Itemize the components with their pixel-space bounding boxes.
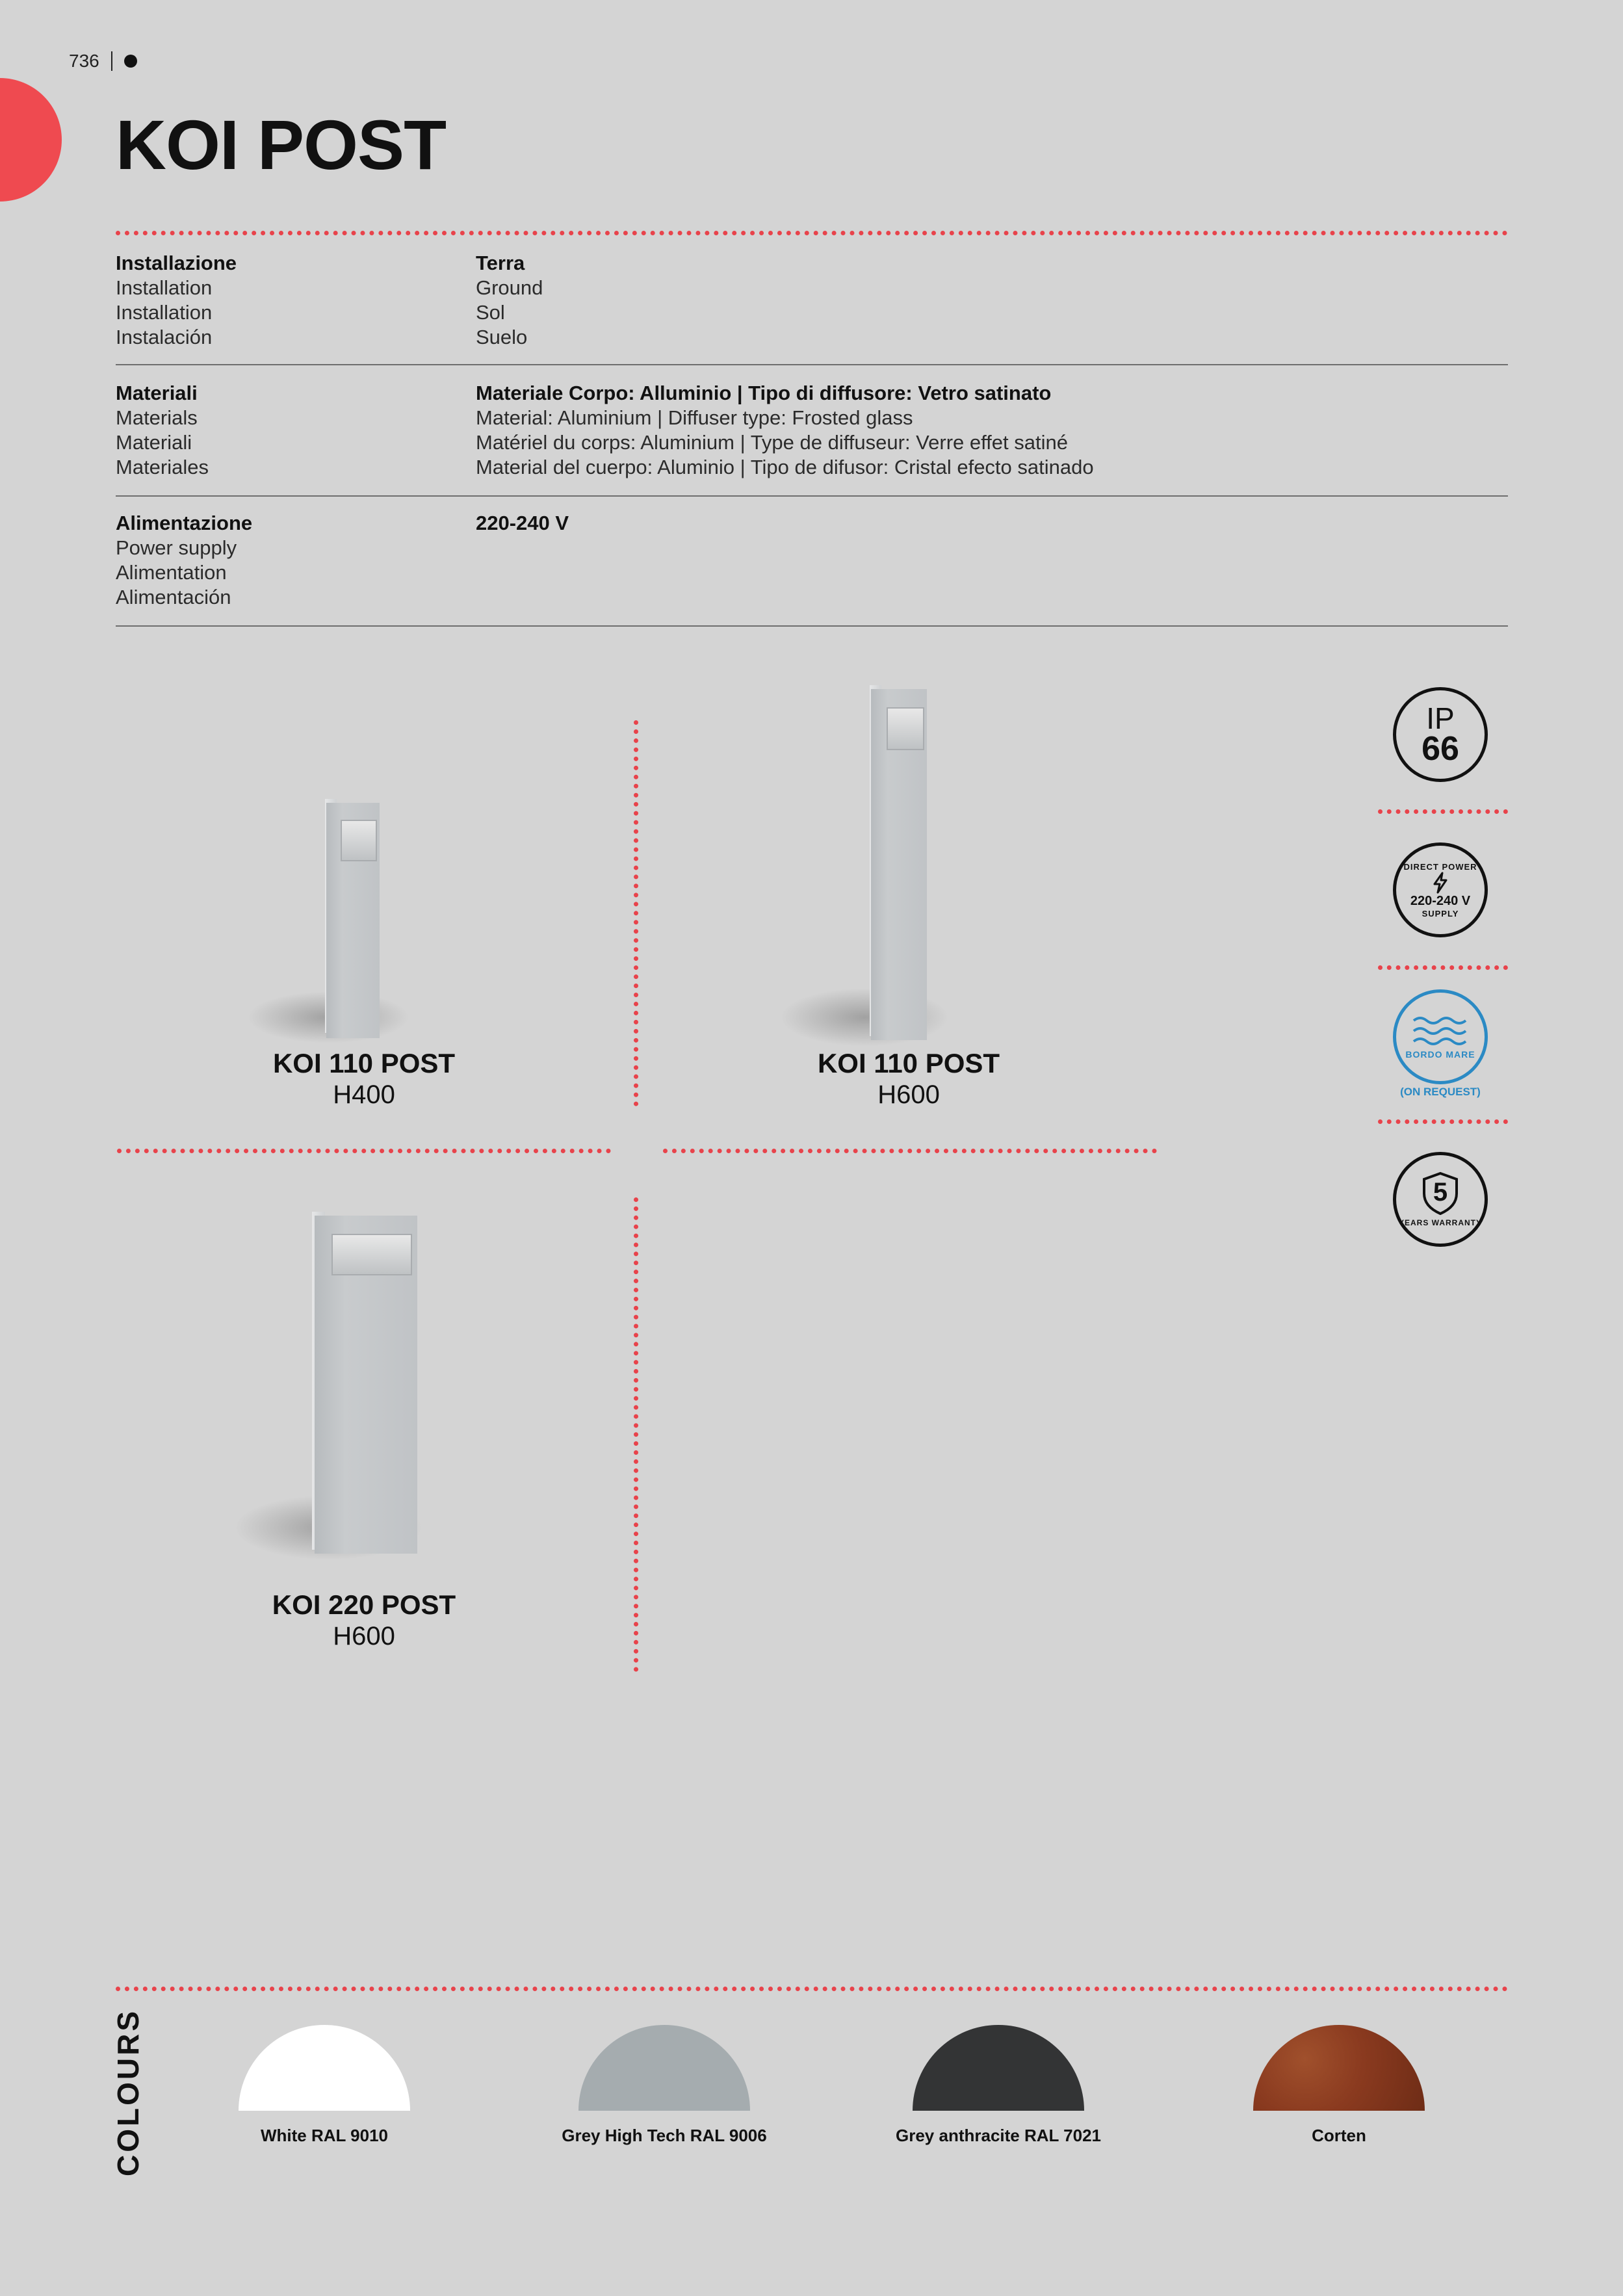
divider-dotted-mid-left xyxy=(117,1149,611,1153)
spec-value: 220-240 V xyxy=(476,512,569,534)
divider-dotted-top xyxy=(116,231,1508,235)
spec-label: Instalación xyxy=(116,326,213,348)
product-height: H600 xyxy=(333,1622,395,1650)
spec-labels xyxy=(116,251,467,350)
spec-labels xyxy=(116,511,467,610)
colour-swatch-corten xyxy=(1253,2025,1425,2111)
colour-label: Grey High Tech RAL 9006 xyxy=(562,2126,767,2145)
divider-dotted-badge-1 xyxy=(1378,809,1508,814)
product-name: KOI 220 POST xyxy=(272,1589,456,1620)
product-name: KOI 110 POST xyxy=(817,1048,1000,1078)
page-number-divider xyxy=(111,51,112,71)
spec-value: Matériel du corps: Aluminium | Type de diffuseur: Verre effet satiné xyxy=(476,431,1068,454)
page-title: KOI POST xyxy=(116,105,447,184)
spec-value: Terra xyxy=(476,252,525,274)
ip66-badge xyxy=(1393,687,1488,782)
spec-label: Installazione xyxy=(116,252,237,274)
product-label xyxy=(681,1048,1136,1110)
spec-row-installation xyxy=(116,251,1508,365)
spec-value: Material: Aluminium | Diffuser type: Frosted glass xyxy=(476,406,913,429)
spec-labels xyxy=(116,381,467,480)
colour-label: Grey anthracite RAL 7021 xyxy=(896,2126,1101,2145)
spec-value: Materiale Corpo: Alluminio | Tipo di diffusore: Vetro satinato xyxy=(476,382,1052,404)
spec-label: Alimentazione xyxy=(116,512,253,534)
colour-swatch-white xyxy=(239,2025,410,2111)
product-height: H600 xyxy=(877,1080,940,1109)
spec-label: Materiali xyxy=(116,382,198,404)
spec-label: Alimentación xyxy=(116,586,231,608)
spec-row-power xyxy=(116,511,1508,627)
divider-dotted-vertical-top xyxy=(634,720,638,1106)
colour-label: Corten xyxy=(1312,2126,1366,2145)
shield-icon xyxy=(1421,1171,1460,1216)
spec-values xyxy=(476,511,1503,536)
warranty-number: 5 xyxy=(1433,1178,1448,1207)
product-name: KOI 110 POST xyxy=(272,1048,456,1078)
page-number-text: 736 xyxy=(69,51,99,71)
spec-label: Alimentation xyxy=(116,561,227,584)
product-image-koi-220-h600 xyxy=(234,1209,429,1560)
spec-values xyxy=(476,251,1503,350)
power-voltage: 220-240 V xyxy=(1410,893,1471,908)
product-height: H400 xyxy=(333,1080,395,1109)
warranty-arc: YEARS WARRANTY xyxy=(1398,1218,1482,1227)
spec-value: Sol xyxy=(476,301,505,324)
product-image-koi-110-h400 xyxy=(247,796,416,1043)
divider-dotted-mid-right xyxy=(663,1149,1157,1153)
product-label xyxy=(136,1048,591,1110)
divider-dotted-colours xyxy=(116,1987,1508,1991)
divider-dotted-vertical-bottom xyxy=(634,1197,638,1672)
spec-value: Suelo xyxy=(476,326,528,348)
colour-swatch-grey-anthracite xyxy=(913,2025,1084,2111)
product-image-koi-110-h600 xyxy=(780,683,955,1043)
sea-arc: BORDO MARE xyxy=(1405,1049,1475,1060)
spec-label: Materials xyxy=(116,406,198,429)
spec-label: Installation xyxy=(116,276,213,299)
colour-swatch-grey-high-tech xyxy=(578,2025,750,2111)
ip-text: IP xyxy=(1426,701,1455,735)
bordo-mare-badge xyxy=(1393,989,1488,1084)
spec-label: Materiali xyxy=(116,431,192,454)
product-label xyxy=(136,1589,591,1652)
divider-dotted-badge-3 xyxy=(1378,1119,1508,1124)
warranty-badge xyxy=(1393,1152,1488,1247)
spec-value: Material del cuerpo: Aluminio | Tipo de difusor: Cristal efecto satinado xyxy=(476,456,1094,478)
power-arc-top: DIRECT POWER xyxy=(1403,861,1477,872)
sea-note: (ON REQUEST) xyxy=(1400,1086,1481,1098)
spec-label: Power supply xyxy=(116,536,237,559)
lightning-icon xyxy=(1431,872,1450,894)
spec-label: Materiales xyxy=(116,456,209,478)
spec-values xyxy=(476,381,1503,480)
power-arc-bottom: SUPPLY xyxy=(1422,908,1459,919)
spec-label: Installation xyxy=(116,301,213,324)
spec-row-materials xyxy=(116,381,1508,497)
direct-power-badge xyxy=(1393,842,1488,937)
divider-dotted-badge-2 xyxy=(1378,965,1508,970)
colours-heading: COLOURS xyxy=(111,2009,145,2176)
bullet-icon xyxy=(124,55,137,68)
spec-value: Ground xyxy=(476,276,543,299)
waves-icon xyxy=(1411,1014,1470,1049)
page-number xyxy=(69,51,137,72)
ip-rating: 66 xyxy=(1422,730,1459,768)
colour-label: White RAL 9010 xyxy=(260,2126,388,2145)
chapter-marker xyxy=(0,78,62,202)
